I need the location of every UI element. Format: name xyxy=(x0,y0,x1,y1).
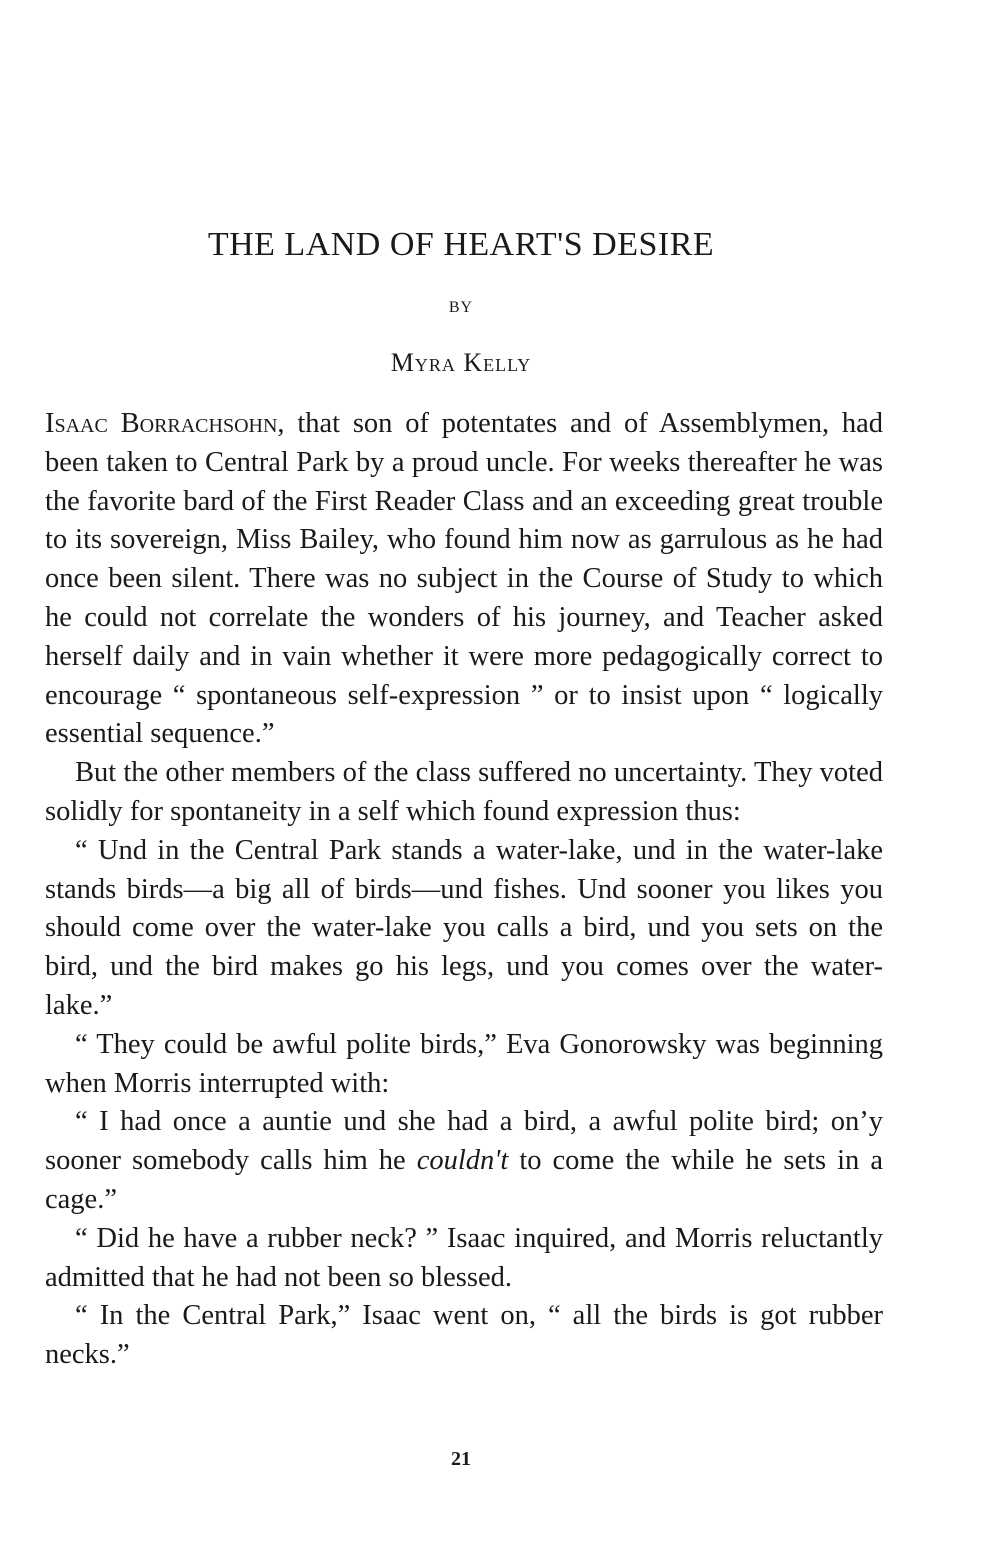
paragraph-6: “ Did he have a rubber neck? ” Isaac inquired, and Morris reluctantly admitted that he had not been so blessed. xyxy=(45,1222,883,1293)
lead-in-name: Isaac Borrachsohn, xyxy=(45,408,285,439)
paragraph-3: “ Und in the Central Park stands a water-lake, und in the water-lake stands birds—a big all of birds—und fishes. Und sooner you likes you should come over the water-lake you calls a bird, und you sets on the bird, und the bird makes go his legs, und you comes over the water-lake.” xyxy=(45,834,883,1021)
page-number: 21 xyxy=(451,1448,471,1470)
paragraph-5-after: to come the while he sets in a cage.” xyxy=(45,1145,883,1215)
chapter-title: THE LAND OF HEART'S DESIRE xyxy=(207,226,715,263)
paragraph-5 xyxy=(45,1103,883,1219)
paragraph-5-emphasis: couldn't xyxy=(416,1145,509,1177)
author-name: Myra Kelly xyxy=(390,348,532,377)
paragraph-4: “ They could be awful polite birds,” Eva Gonorowsky was beginning when Morris interrupted with: xyxy=(45,1028,883,1099)
paragraph-1 xyxy=(45,405,883,754)
paragraph-5-before: “ I had once a auntie und she had a bird, a awful polite bird; on’y sooner somebody calls him he xyxy=(45,1106,883,1177)
paragraph-2: But the other members of the class suffered no uncertainty. They voted solidly for spontaneity in a self which found expression thus: xyxy=(45,757,883,827)
paragraph-7: “ In the Central Park,” Isaac went on, “ all the birds is got rubber necks.” xyxy=(45,1300,883,1371)
byline-by: BY xyxy=(448,299,474,316)
paragraph-1-text: that son of potentates and of Assemblymen, had been taken to Central Park by a proud uncle. For weeks thereafter he was the favorite bard of the First Reader Class and an exceeding great trouble to its sovereign, Miss Bailey, who found him now as garrulous as he had once been silent. There was no subject in the Course of Study to which he could not correlate the wonders of his journey, and Teacher asked herself daily and in vain whether it were more pedagogically correct to encourage “ spontaneous self-expression ” or to insist upon “ logically essential sequence.” xyxy=(45,408,884,750)
body-text xyxy=(45,405,883,1375)
